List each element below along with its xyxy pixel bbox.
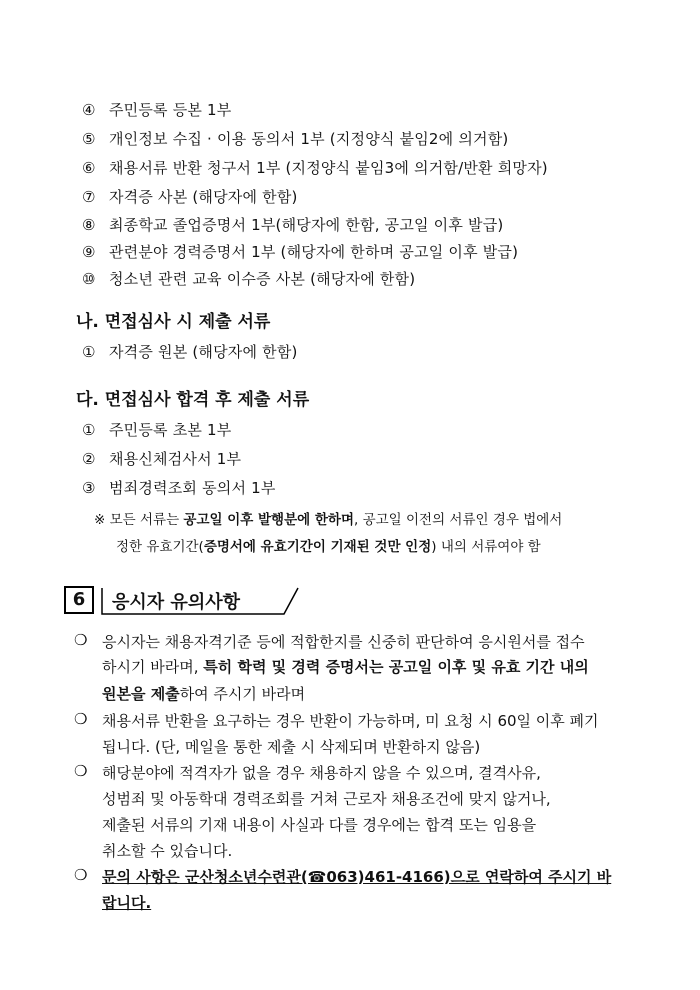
item-text: 청소년 관련 교육 이수증 사본 (해당자에 한함) bbox=[108, 270, 416, 288]
item-text: 자격증 사본 (해당자에 한함) bbox=[108, 188, 298, 206]
contact-text: 랍니다. bbox=[102, 894, 152, 912]
list-item bbox=[82, 448, 241, 469]
list-item bbox=[82, 186, 298, 207]
item-text: 자격증 원본 (해당자에 한함) bbox=[108, 343, 298, 361]
item-number: ③ bbox=[82, 479, 96, 497]
item-number: ② bbox=[82, 450, 96, 468]
item-number: ⑥ bbox=[82, 159, 96, 177]
bullet-icon: ❍ bbox=[74, 866, 88, 884]
list-item bbox=[82, 214, 503, 235]
bullet-text: 취소할 수 있습니다. bbox=[102, 842, 233, 860]
bullet-text: 해당분야에 적격자가 없을 경우 채용하지 않을 수 있으며, 결격사유, bbox=[102, 764, 541, 782]
bullet-text: 응시자는 채용자격기준 등에 적합한지를 신중히 판단하여 응시원서를 접수 bbox=[102, 633, 585, 651]
list-item bbox=[82, 241, 518, 262]
item-text: 최종학교 졸업증명서 1부(해당자에 한함, 공고일 이후 발급) bbox=[108, 216, 504, 234]
list-item bbox=[82, 341, 298, 362]
item-number: ⑩ bbox=[82, 270, 96, 288]
list-item bbox=[82, 477, 276, 498]
bullet-text: 하시기 바라며, 특히 학력 및 경력 증명서는 공고일 이후 및 유효 기간 내의 bbox=[102, 658, 589, 676]
bullet-text: 제출된 서류의 기재 내용이 사실과 다를 경우에는 합격 또는 임용을 bbox=[102, 816, 537, 834]
item-number: ④ bbox=[82, 101, 96, 119]
section-title-box bbox=[100, 586, 300, 616]
bullet-text: 성범죄 및 아동학대 경력조회를 거쳐 근로자 채용조건에 맞지 않거나, bbox=[102, 790, 551, 808]
item-number: ① bbox=[82, 421, 96, 439]
item-text: 주민등록 등본 1부 bbox=[108, 101, 232, 119]
note-line: ※ 모든 서류는 공고일 이후 발행분에 한하며, 공고일 이전의 서류인 경우 법에서 bbox=[94, 512, 563, 528]
list-item bbox=[82, 419, 231, 440]
item-number: ① bbox=[82, 343, 96, 361]
item-text: 채용신체검사서 1부 bbox=[108, 450, 242, 468]
list-item bbox=[82, 268, 415, 289]
item-number: ⑦ bbox=[82, 188, 96, 206]
item-number: ⑤ bbox=[82, 130, 96, 148]
item-text: 범죄경력조회 동의서 1부 bbox=[108, 479, 276, 497]
bullet-icon: ❍ bbox=[74, 762, 88, 780]
section-heading: 다. 면접심사 합격 후 제출 서류 bbox=[76, 390, 310, 410]
list-item bbox=[82, 99, 231, 120]
note-line: 정한 유효기간(증명서에 유효기간이 기재된 것만 인정) 내의 서류여야 함 bbox=[116, 539, 541, 555]
item-text: 주민등록 초본 1부 bbox=[108, 421, 232, 439]
note-mark: ※ bbox=[94, 512, 106, 528]
list-item bbox=[82, 128, 508, 149]
item-number: ⑨ bbox=[82, 243, 96, 261]
bullet-text: 원본을 제출하여 주시기 바라며 bbox=[102, 685, 306, 703]
section-title: 응시자 유의사항 bbox=[112, 592, 240, 613]
contact-text: 문의 사항은 군산청소년수련관(☎063)461-4166)으로 연락하여 주시기 바 bbox=[102, 868, 612, 886]
bullet-text: 채용서류 반환을 요구하는 경우 반환이 가능하며, 미 요청 시 60일 이후 폐기 bbox=[102, 712, 599, 730]
bullet-icon: ❍ bbox=[74, 710, 88, 728]
bullet-text: 됩니다. (단, 메일을 통한 제출 시 삭제되며 반환하지 않음) bbox=[102, 738, 481, 756]
section-number-box: 6 bbox=[64, 586, 94, 614]
section-heading: 나. 면접심사 시 제출 서류 bbox=[76, 312, 271, 332]
list-item bbox=[82, 157, 548, 178]
item-number: ⑧ bbox=[82, 216, 96, 234]
item-text: 채용서류 반환 청구서 1부 (지정양식 붙임3에 의거함/반환 희망자) bbox=[108, 159, 548, 177]
bullet-icon: ❍ bbox=[74, 631, 88, 649]
item-text: 관련분야 경력증명서 1부 (해당자에 한하며 공고일 이후 발급) bbox=[108, 243, 519, 261]
item-text: 개인정보 수집 · 이용 동의서 1부 (지정양식 붙임2에 의거함) bbox=[108, 130, 509, 148]
